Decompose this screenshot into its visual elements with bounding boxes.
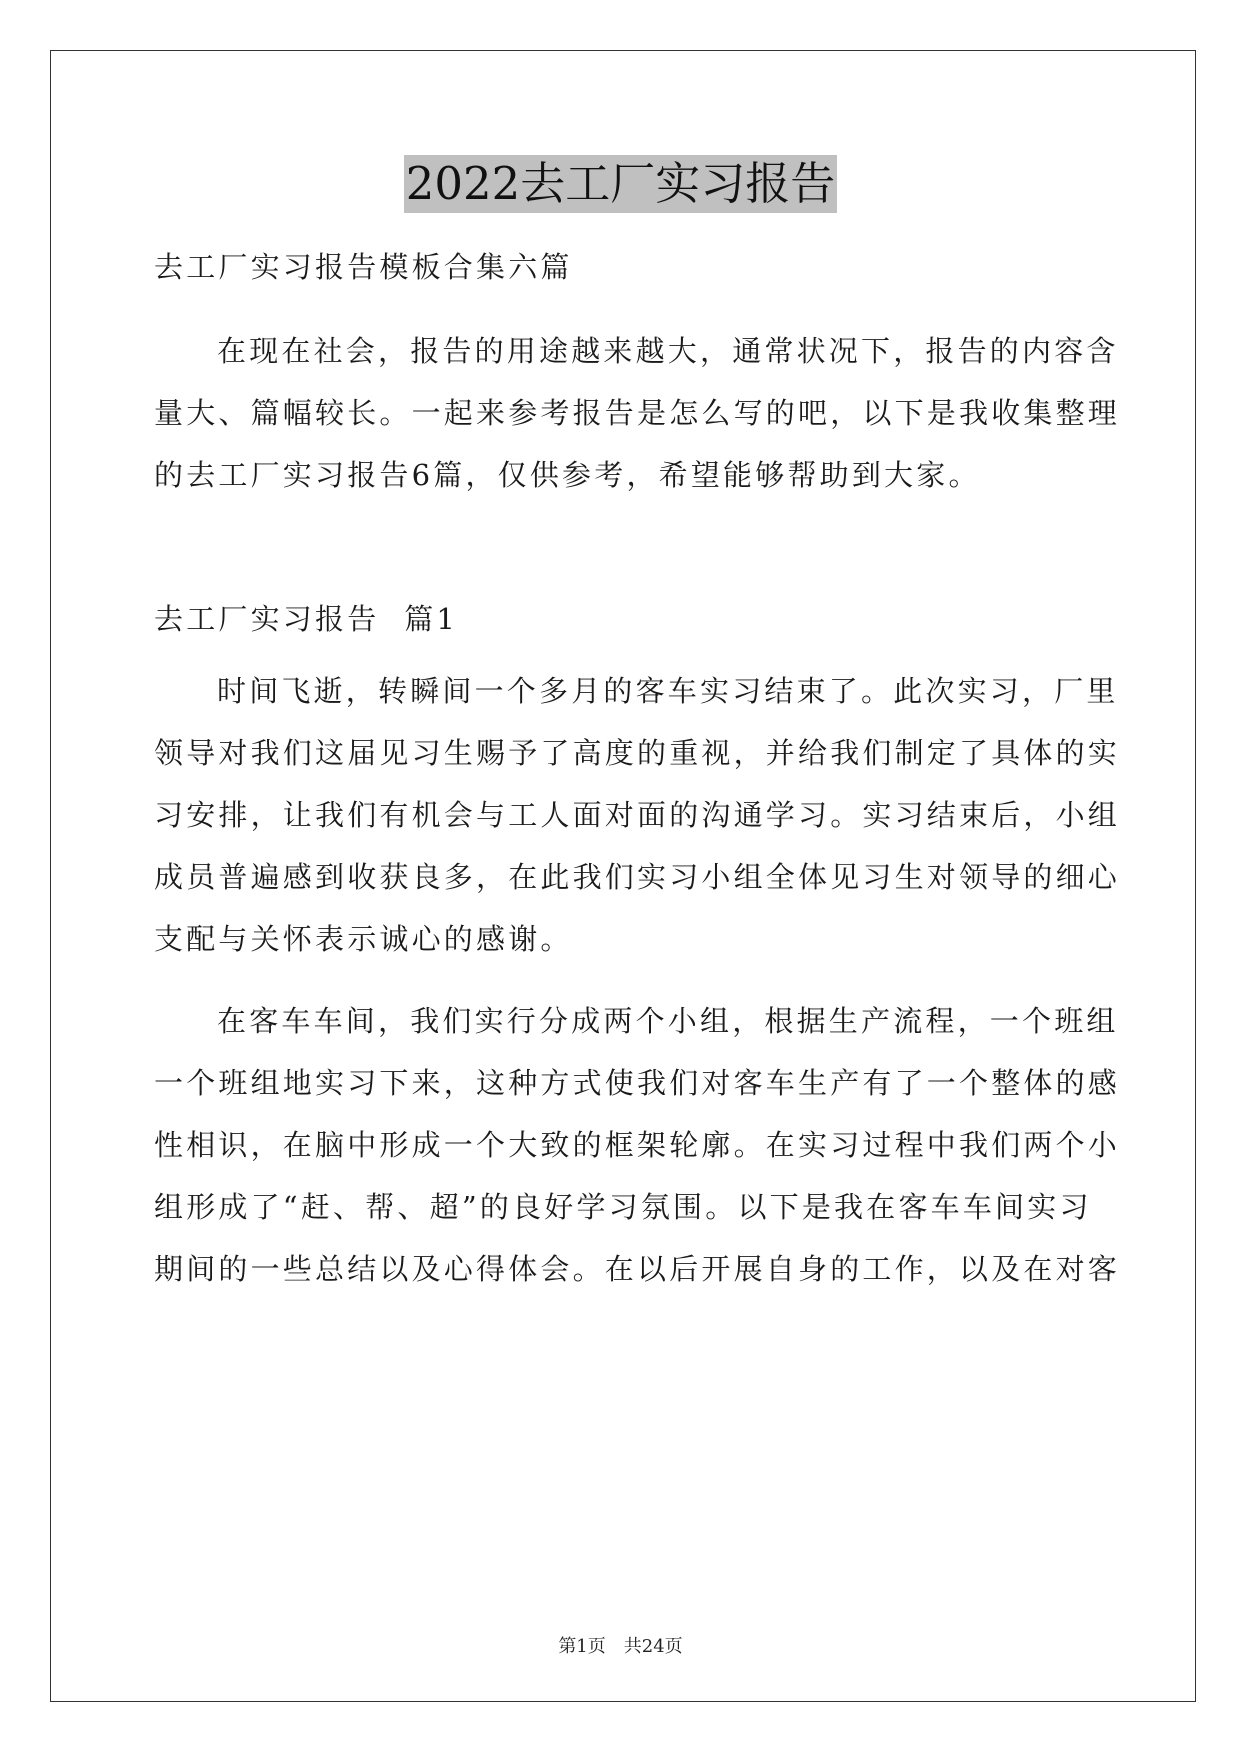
paragraph-line: 量大、篇幅较长。一起来参考报告是怎么写的吧，以下是我收集整理 <box>154 396 1121 430</box>
paragraph-line: 在现在社会，报告的用途越来越大，通常状况下，报告的内容含 <box>217 334 1119 368</box>
paragraph-line: 在客车车间，我们实行分成两个小组，根据生产流程，一个班组 <box>217 1004 1119 1038</box>
section-heading: 去工厂实习报告 篇1 <box>154 602 459 636</box>
title-block <box>0 155 1241 213</box>
paragraph-line: 的去工厂实习报告6篇，仅供参考，希望能够帮助到大家。 <box>154 458 981 492</box>
paragraph-line: 一个班组地实习下来，这种方式使我们对客车生产有了一个整体的感 <box>154 1066 1121 1100</box>
document-title: 2022去工厂实习报告 <box>404 155 838 213</box>
intro-paragraph <box>154 320 1121 506</box>
paragraph-line: 时间飞逝，转瞬间一个多月的客车实习结束了。此次实习，厂里 <box>217 674 1119 708</box>
paragraph-line: 领导对我们这届见习生赐予了高度的重视，并给我们制定了具体的实 <box>154 736 1121 770</box>
body-paragraph-2 <box>154 990 1121 1300</box>
page-footer <box>0 1632 1241 1658</box>
body-paragraph-1 <box>154 660 1121 970</box>
paragraph-line: 支配与关怀表示诚心的感谢。 <box>154 922 573 956</box>
paragraph-line: 成员普遍感到收获良多，在此我们实习小组全体见习生对领导的细心 <box>154 860 1121 894</box>
document-body <box>154 236 1121 1320</box>
document-subtitle: 去工厂实习报告模板合集六篇 <box>154 250 573 284</box>
paragraph-line: 性相识，在脑中形成一个大致的框架轮廓。在实习过程中我们两个小 <box>154 1128 1121 1162</box>
page-number: 第1页 <box>558 1636 606 1657</box>
paragraph-line: 组形成了“赶、帮、超”的良好学习氛围。以下是我在客车车间实习 <box>154 1190 1092 1224</box>
section-spacer <box>154 526 1094 588</box>
paragraph-line: 期间的一些总结以及心得体会。在以后开展自身的工作，以及在对客 <box>154 1252 1121 1286</box>
page-total: 共24页 <box>623 1636 683 1657</box>
paragraph-line: 习安排，让我们有机会与工人面对面的沟通学习。实习结束后，小组 <box>154 798 1121 832</box>
